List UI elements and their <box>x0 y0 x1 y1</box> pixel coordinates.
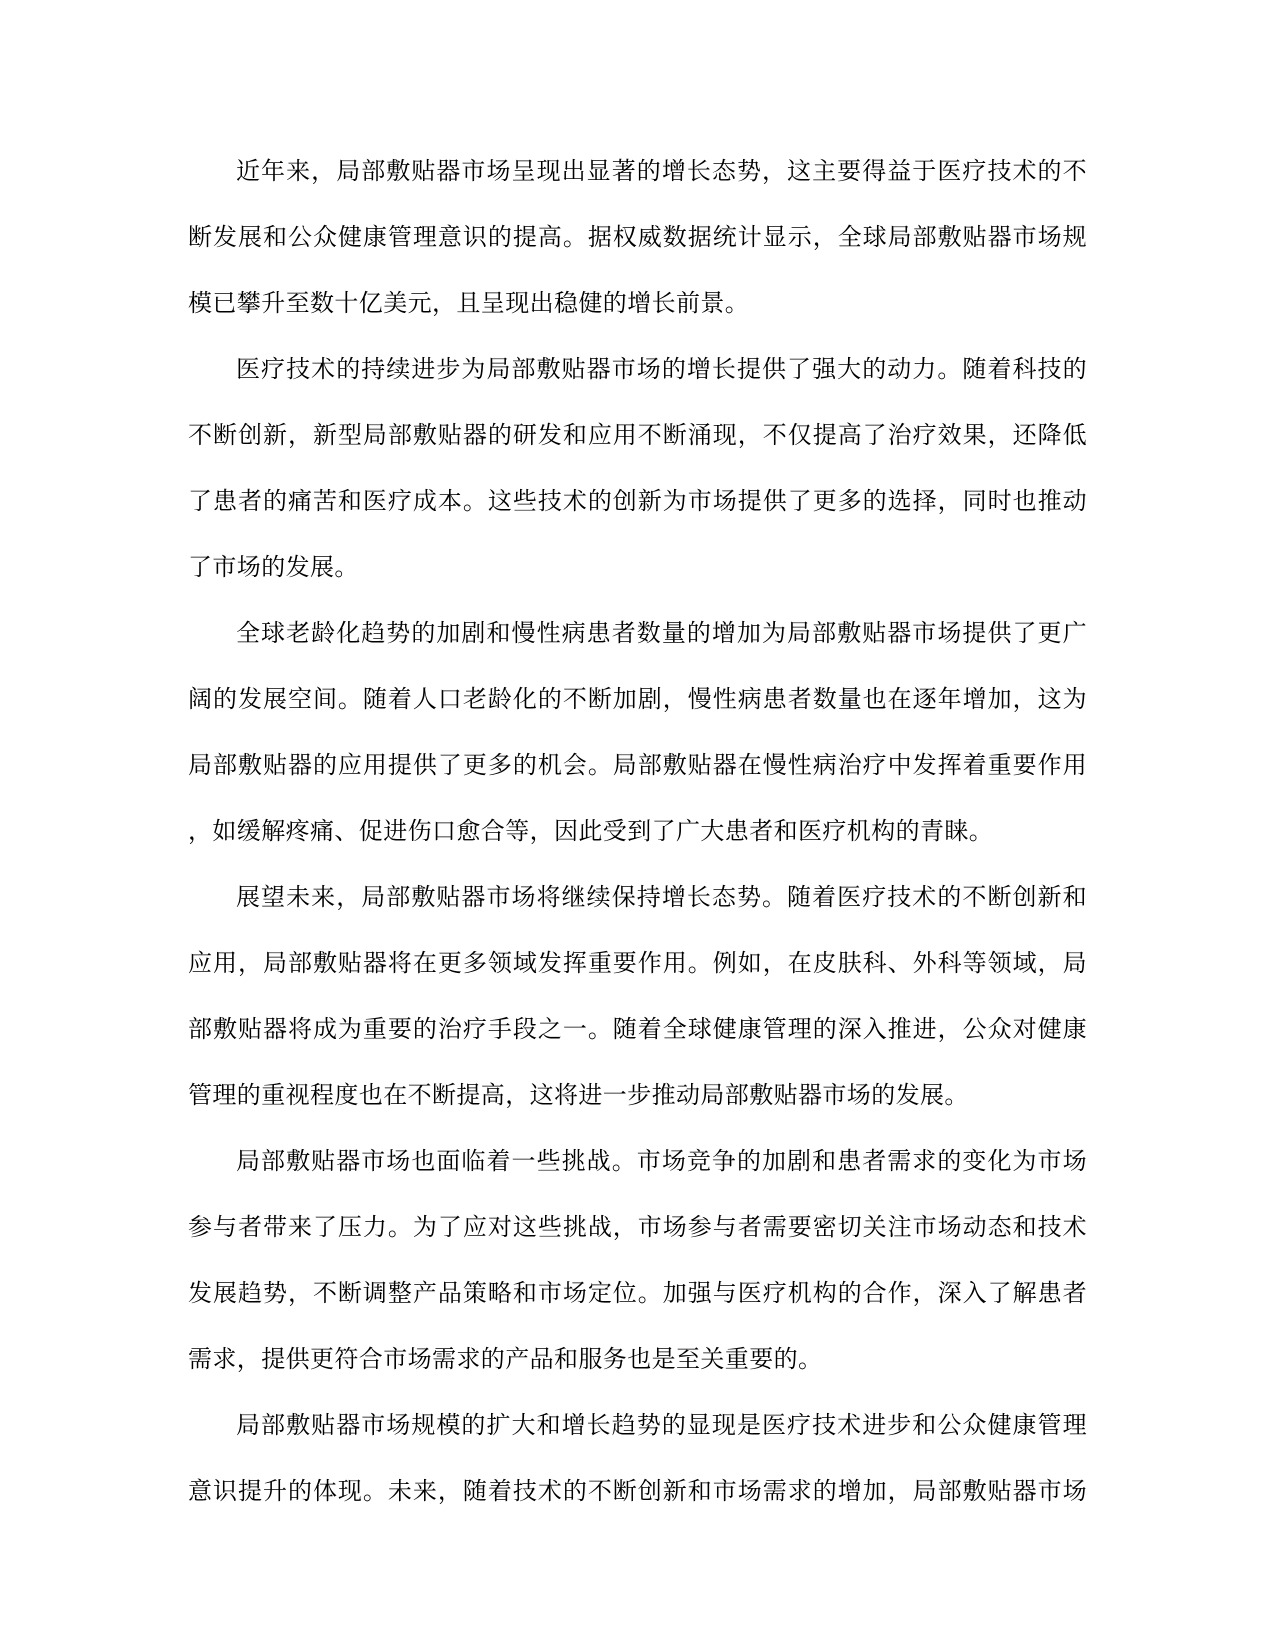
text-line: 应用，局部敷贴器将在更多领域发挥重要作用。例如，在皮肤科、外科等领域，局 <box>188 950 1087 977</box>
text-line: 部敷贴器将成为重要的治疗手段之一。随着全球健康管理的深入推进，公众对健康 <box>188 1016 1087 1043</box>
text-line: 断发展和公众健康管理意识的提高。据权威数据统计显示，全球局部敷贴器市场规 <box>188 224 1087 251</box>
paragraph <box>188 337 1087 601</box>
text-line: 局部敷贴器市场规模的扩大和增长趋势的显现是医疗技术进步和公众健康管理 <box>236 1412 1087 1439</box>
paragraph <box>188 865 1087 1129</box>
paragraph <box>188 1129 1087 1393</box>
paragraph <box>188 139 1087 337</box>
text-line: 局部敷贴器市场也面临着一些挑战。市场竞争的加剧和患者需求的变化为市场 <box>236 1148 1087 1175</box>
text-line: 医疗技术的持续进步为局部敷贴器市场的增长提供了强大的动力。随着科技的 <box>236 356 1087 383</box>
text-line: 模已攀升至数十亿美元，且呈现出稳健的增长前景。 <box>188 290 750 317</box>
document-body <box>188 139 1087 1525</box>
text-line: 全球老龄化趋势的加剧和慢性病患者数量的增加为局部敷贴器市场提供了更广 <box>236 620 1087 647</box>
text-line: 需求，提供更符合市场需求的产品和服务也是至关重要的。 <box>188 1346 823 1373</box>
text-line: 不断创新，新型局部敷贴器的研发和应用不断涌现，不仅提高了治疗效果，还降低 <box>188 422 1087 449</box>
text-line: ，如缓解疼痛、促进伤口愈合等，因此受到了广大患者和医疗机构的青睐。 <box>188 818 994 845</box>
text-line: 了市场的发展。 <box>188 554 359 581</box>
text-line: 近年来，局部敷贴器市场呈现出显著的增长态势，这主要得益于医疗技术的不 <box>236 158 1087 185</box>
paragraph <box>188 1393 1087 1525</box>
text-line: 参与者带来了压力。为了应对这些挑战，市场参与者需要密切关注市场动态和技术 <box>188 1214 1087 1241</box>
text-line: 管理的重视程度也在不断提高，这将进一步推动局部敷贴器市场的发展。 <box>188 1082 969 1109</box>
text-line: 局部敷贴器的应用提供了更多的机会。局部敷贴器在慢性病治疗中发挥着重要作用 <box>188 752 1087 779</box>
text-line: 意识提升的体现。未来，随着技术的不断创新和市场需求的增加，局部敷贴器市场 <box>188 1478 1087 1505</box>
paragraph <box>188 601 1087 865</box>
text-line: 阔的发展空间。随着人口老龄化的不断加剧，慢性病患者数量也在逐年增加，这为 <box>188 686 1087 713</box>
text-line: 发展趋势，不断调整产品策略和市场定位。加强与医疗机构的合作，深入了解患者 <box>188 1280 1087 1307</box>
text-line: 了患者的痛苦和医疗成本。这些技术的创新为市场提供了更多的选择，同时也推动 <box>188 488 1087 515</box>
text-line: 展望未来，局部敷贴器市场将继续保持增长态势。随着医疗技术的不断创新和 <box>236 884 1087 911</box>
